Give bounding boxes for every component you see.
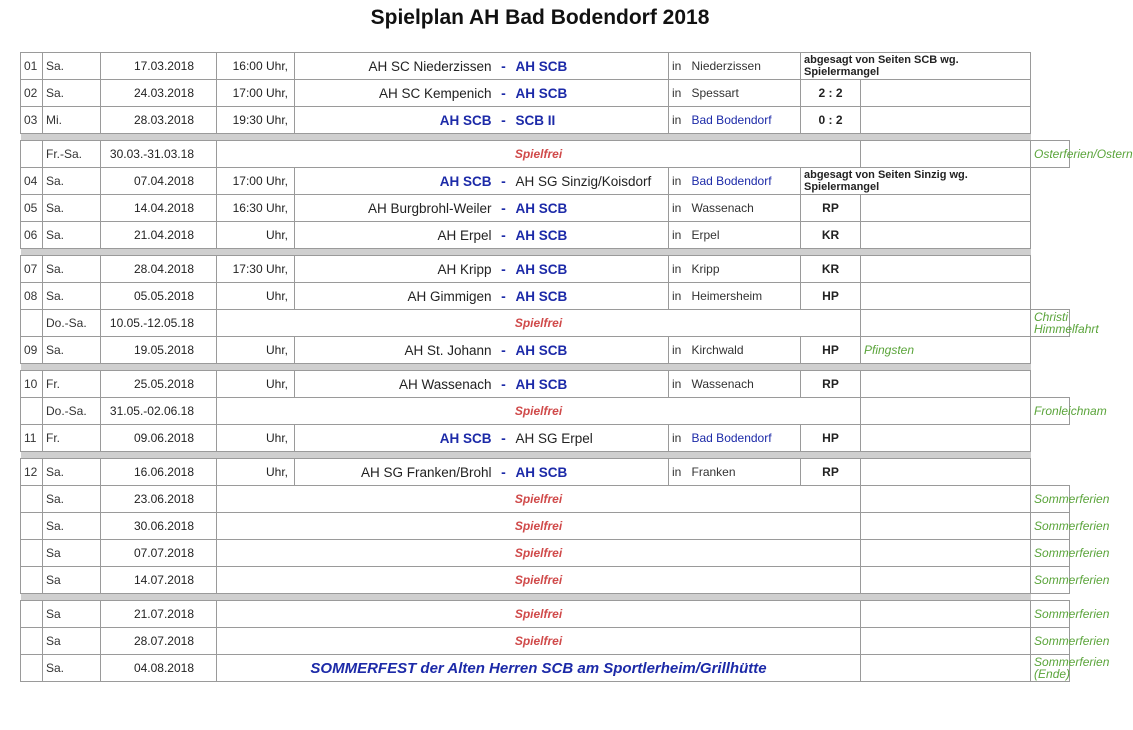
match-number: 10 bbox=[21, 371, 43, 398]
result bbox=[861, 540, 1031, 567]
match-number: 02 bbox=[21, 80, 43, 107]
result bbox=[861, 398, 1031, 425]
match-note bbox=[861, 195, 1031, 222]
venue: Spessart bbox=[689, 80, 801, 107]
event-label: SOMMERFEST der Alten Herren SCB am Sportlerheim/Grillhütte bbox=[217, 655, 861, 682]
match-note: Fronleichnam bbox=[1031, 398, 1070, 425]
weekday: Sa. bbox=[43, 80, 101, 107]
result bbox=[861, 310, 1031, 337]
free-week-row bbox=[21, 513, 1070, 540]
match-note bbox=[861, 107, 1031, 134]
match-date: 21.07.2018 bbox=[101, 601, 217, 628]
match-note: abgesagt von Seiten SCB wg. Spielermangel bbox=[801, 53, 1031, 80]
section-separator bbox=[21, 452, 1070, 459]
home-team: AH Burgbrohl-Weiler bbox=[295, 195, 495, 222]
venue: Franken bbox=[689, 459, 801, 486]
match-number: 04 bbox=[21, 168, 43, 195]
match-date: 17.03.2018 bbox=[101, 53, 217, 80]
match-number bbox=[21, 601, 43, 628]
match-number: 06 bbox=[21, 222, 43, 249]
venue-prefix: in bbox=[669, 371, 689, 398]
result: HP bbox=[801, 337, 861, 364]
kickoff-time: 17:00 Uhr, bbox=[217, 80, 295, 107]
weekday: Sa. bbox=[43, 655, 101, 682]
separator-cell bbox=[21, 134, 1031, 141]
match-date: 16.06.2018 bbox=[101, 459, 217, 486]
match-number bbox=[21, 655, 43, 682]
match-number: 12 bbox=[21, 459, 43, 486]
away-team: AH SCB bbox=[513, 371, 669, 398]
match-row bbox=[21, 459, 1070, 486]
match-note: Sommerferien bbox=[1031, 513, 1070, 540]
match-number: 01 bbox=[21, 53, 43, 80]
kickoff-time: Uhr, bbox=[217, 283, 295, 310]
match-date: 30.06.2018 bbox=[101, 513, 217, 540]
section-separator bbox=[21, 249, 1070, 256]
match-date: 19.05.2018 bbox=[101, 337, 217, 364]
free-label: Spielfrei bbox=[217, 567, 861, 594]
match-note bbox=[861, 283, 1031, 310]
versus-dash: - bbox=[495, 425, 513, 452]
home-team: AH Wassenach bbox=[295, 371, 495, 398]
match-number bbox=[21, 398, 43, 425]
kickoff-time: 16:30 Uhr, bbox=[217, 195, 295, 222]
away-team: AH SCB bbox=[513, 337, 669, 364]
venue: Erpel bbox=[689, 222, 801, 249]
venue: Kripp bbox=[689, 256, 801, 283]
weekday: Sa. bbox=[43, 337, 101, 364]
result bbox=[861, 141, 1031, 168]
match-date: 05.05.2018 bbox=[101, 283, 217, 310]
match-date: 25.05.2018 bbox=[101, 371, 217, 398]
venue: Niederzissen bbox=[689, 53, 801, 80]
home-team: AH SC Kempenich bbox=[295, 80, 495, 107]
match-number: 11 bbox=[21, 425, 43, 452]
weekday: Sa bbox=[43, 628, 101, 655]
away-team: SCB II bbox=[513, 107, 669, 134]
match-date: 28.04.2018 bbox=[101, 256, 217, 283]
match-row bbox=[21, 53, 1070, 80]
match-note: Sommerferien bbox=[1031, 486, 1070, 513]
result: 0 : 2 bbox=[801, 107, 861, 134]
result: KR bbox=[801, 222, 861, 249]
kickoff-time: Uhr, bbox=[217, 371, 295, 398]
weekday: Sa. bbox=[43, 168, 101, 195]
match-date: 28.07.2018 bbox=[101, 628, 217, 655]
venue-prefix: in bbox=[669, 107, 689, 134]
free-label: Spielfrei bbox=[217, 513, 861, 540]
match-number: 03 bbox=[21, 107, 43, 134]
free-label: Spielfrei bbox=[217, 628, 861, 655]
kickoff-time: 17:30 Uhr, bbox=[217, 256, 295, 283]
match-number bbox=[21, 628, 43, 655]
section-separator bbox=[21, 134, 1070, 141]
event-row bbox=[21, 655, 1070, 682]
weekday: Do.-Sa. bbox=[43, 398, 101, 425]
match-note: Osterferien/Ostern bbox=[1031, 141, 1070, 168]
weekday: Sa. bbox=[43, 513, 101, 540]
match-note: abgesagt von Seiten Sinzig wg. Spielermangel bbox=[801, 168, 1031, 195]
result: RP bbox=[801, 459, 861, 486]
venue-prefix: in bbox=[669, 283, 689, 310]
match-note: Sommerferien bbox=[1031, 601, 1070, 628]
home-team: AH SCB bbox=[295, 168, 495, 195]
away-team: AH SG Erpel bbox=[513, 425, 669, 452]
venue-prefix: in bbox=[669, 222, 689, 249]
venue: Wassenach bbox=[689, 371, 801, 398]
result bbox=[861, 567, 1031, 594]
section-separator bbox=[21, 364, 1070, 371]
separator-cell bbox=[21, 364, 1031, 371]
venue-prefix: in bbox=[669, 256, 689, 283]
match-row bbox=[21, 425, 1070, 452]
away-team: AH SCB bbox=[513, 222, 669, 249]
match-number bbox=[21, 141, 43, 168]
free-label: Spielfrei bbox=[217, 540, 861, 567]
match-date: 30.03.-31.03.18 bbox=[101, 141, 217, 168]
versus-dash: - bbox=[495, 53, 513, 80]
away-team: AH SG Sinzig/Koisdorf bbox=[513, 168, 669, 195]
match-number bbox=[21, 310, 43, 337]
match-note: Christi Himmelfahrt bbox=[1031, 310, 1070, 337]
home-team: AH Erpel bbox=[295, 222, 495, 249]
weekday: Sa bbox=[43, 540, 101, 567]
match-note: Sommerferien bbox=[1031, 540, 1070, 567]
weekday: Sa. bbox=[43, 256, 101, 283]
kickoff-time: Uhr, bbox=[217, 425, 295, 452]
versus-dash: - bbox=[495, 256, 513, 283]
venue: Heimersheim bbox=[689, 283, 801, 310]
match-row bbox=[21, 337, 1070, 364]
result: KR bbox=[801, 256, 861, 283]
match-date: 31.05.-02.06.18 bbox=[101, 398, 217, 425]
match-date: 14.04.2018 bbox=[101, 195, 217, 222]
free-week-row bbox=[21, 398, 1070, 425]
weekday: Sa. bbox=[43, 195, 101, 222]
match-number bbox=[21, 513, 43, 540]
away-team: AH SCB bbox=[513, 195, 669, 222]
weekday: Fr. bbox=[43, 371, 101, 398]
kickoff-time: Uhr, bbox=[217, 222, 295, 249]
result: HP bbox=[801, 283, 861, 310]
match-row bbox=[21, 80, 1070, 107]
separator-cell bbox=[21, 452, 1031, 459]
weekday: Sa. bbox=[43, 222, 101, 249]
match-note bbox=[861, 371, 1031, 398]
away-team: AH SCB bbox=[513, 80, 669, 107]
match-row bbox=[21, 256, 1070, 283]
versus-dash: - bbox=[495, 337, 513, 364]
venue-prefix: in bbox=[669, 168, 689, 195]
match-date: 10.05.-12.05.18 bbox=[101, 310, 217, 337]
result bbox=[861, 655, 1031, 682]
result: HP bbox=[801, 425, 861, 452]
venue-prefix: in bbox=[669, 337, 689, 364]
free-label: Spielfrei bbox=[217, 141, 861, 168]
match-date: 07.07.2018 bbox=[101, 540, 217, 567]
versus-dash: - bbox=[495, 80, 513, 107]
kickoff-time: 17:00 Uhr, bbox=[217, 168, 295, 195]
weekday: Mi. bbox=[43, 107, 101, 134]
result bbox=[861, 513, 1031, 540]
separator-cell bbox=[21, 594, 1031, 601]
free-week-row bbox=[21, 567, 1070, 594]
match-note bbox=[861, 256, 1031, 283]
versus-dash: - bbox=[495, 371, 513, 398]
result: 2 : 2 bbox=[801, 80, 861, 107]
venue: Kirchwald bbox=[689, 337, 801, 364]
section-separator bbox=[21, 594, 1070, 601]
free-week-row bbox=[21, 601, 1070, 628]
match-date: 21.04.2018 bbox=[101, 222, 217, 249]
match-note: Pfingsten bbox=[861, 337, 1031, 364]
match-row bbox=[21, 195, 1070, 222]
match-date: 07.04.2018 bbox=[101, 168, 217, 195]
weekday: Sa. bbox=[43, 459, 101, 486]
match-date: 09.06.2018 bbox=[101, 425, 217, 452]
match-date: 04.08.2018 bbox=[101, 655, 217, 682]
result bbox=[861, 601, 1031, 628]
match-date: 23.06.2018 bbox=[101, 486, 217, 513]
weekday: Do.-Sa. bbox=[43, 310, 101, 337]
weekday: Sa bbox=[43, 601, 101, 628]
home-team: AH SCB bbox=[295, 107, 495, 134]
versus-dash: - bbox=[495, 107, 513, 134]
venue-prefix: in bbox=[669, 459, 689, 486]
weekday: Fr.-Sa. bbox=[43, 141, 101, 168]
match-row bbox=[21, 283, 1070, 310]
venue-prefix: in bbox=[669, 195, 689, 222]
home-team: AH Gimmigen bbox=[295, 283, 495, 310]
free-label: Spielfrei bbox=[217, 486, 861, 513]
venue: Bad Bodendorf bbox=[689, 168, 801, 195]
weekday: Sa. bbox=[43, 283, 101, 310]
away-team: AH SCB bbox=[513, 459, 669, 486]
match-row bbox=[21, 222, 1070, 249]
match-note: Sommerferien bbox=[1031, 628, 1070, 655]
match-row bbox=[21, 371, 1070, 398]
match-date: 14.07.2018 bbox=[101, 567, 217, 594]
match-row bbox=[21, 107, 1070, 134]
free-week-row bbox=[21, 628, 1070, 655]
venue-prefix: in bbox=[669, 53, 689, 80]
versus-dash: - bbox=[495, 168, 513, 195]
free-week-row bbox=[21, 141, 1070, 168]
weekday: Sa. bbox=[43, 53, 101, 80]
match-note bbox=[861, 80, 1031, 107]
match-note: Sommerferien (Ende) bbox=[1031, 655, 1070, 682]
match-number bbox=[21, 540, 43, 567]
match-note bbox=[861, 222, 1031, 249]
result: RP bbox=[801, 371, 861, 398]
free-label: Spielfrei bbox=[217, 310, 861, 337]
free-label: Spielfrei bbox=[217, 601, 861, 628]
kickoff-time: Uhr, bbox=[217, 459, 295, 486]
match-number: 05 bbox=[21, 195, 43, 222]
free-label: Spielfrei bbox=[217, 398, 861, 425]
free-week-row bbox=[21, 486, 1070, 513]
result: RP bbox=[801, 195, 861, 222]
match-note: Sommerferien bbox=[1031, 567, 1070, 594]
versus-dash: - bbox=[495, 283, 513, 310]
home-team: AH SCB bbox=[295, 425, 495, 452]
home-team: AH Kripp bbox=[295, 256, 495, 283]
free-week-row bbox=[21, 540, 1070, 567]
match-date: 24.03.2018 bbox=[101, 80, 217, 107]
venue: Bad Bodendorf bbox=[689, 107, 801, 134]
match-number: 09 bbox=[21, 337, 43, 364]
versus-dash: - bbox=[495, 195, 513, 222]
venue-prefix: in bbox=[669, 80, 689, 107]
free-week-row bbox=[21, 310, 1070, 337]
match-number bbox=[21, 567, 43, 594]
versus-dash: - bbox=[495, 459, 513, 486]
match-number: 07 bbox=[21, 256, 43, 283]
match-note bbox=[861, 425, 1031, 452]
weekday: Sa bbox=[43, 567, 101, 594]
separator-cell bbox=[21, 249, 1031, 256]
match-row bbox=[21, 168, 1070, 195]
versus-dash: - bbox=[495, 222, 513, 249]
kickoff-time: Uhr, bbox=[217, 337, 295, 364]
match-number bbox=[21, 486, 43, 513]
home-team: AH SC Niederzissen bbox=[295, 53, 495, 80]
away-team: AH SCB bbox=[513, 256, 669, 283]
weekday: Sa. bbox=[43, 486, 101, 513]
venue: Wassenach bbox=[689, 195, 801, 222]
away-team: AH SCB bbox=[513, 53, 669, 80]
kickoff-time: 16:00 Uhr, bbox=[217, 53, 295, 80]
page-title: Spielplan AH Bad Bodendorf 2018 bbox=[370, 6, 710, 29]
venue-prefix: in bbox=[669, 425, 689, 452]
home-team: AH SG Franken/Brohl bbox=[295, 459, 495, 486]
schedule-table bbox=[20, 52, 1133, 682]
kickoff-time: 19:30 Uhr, bbox=[217, 107, 295, 134]
venue: Bad Bodendorf bbox=[689, 425, 801, 452]
home-team: AH St. Johann bbox=[295, 337, 495, 364]
away-team: AH SCB bbox=[513, 283, 669, 310]
match-note bbox=[861, 459, 1031, 486]
result bbox=[861, 628, 1031, 655]
result bbox=[861, 486, 1031, 513]
weekday: Fr. bbox=[43, 425, 101, 452]
match-date: 28.03.2018 bbox=[101, 107, 217, 134]
match-number: 08 bbox=[21, 283, 43, 310]
